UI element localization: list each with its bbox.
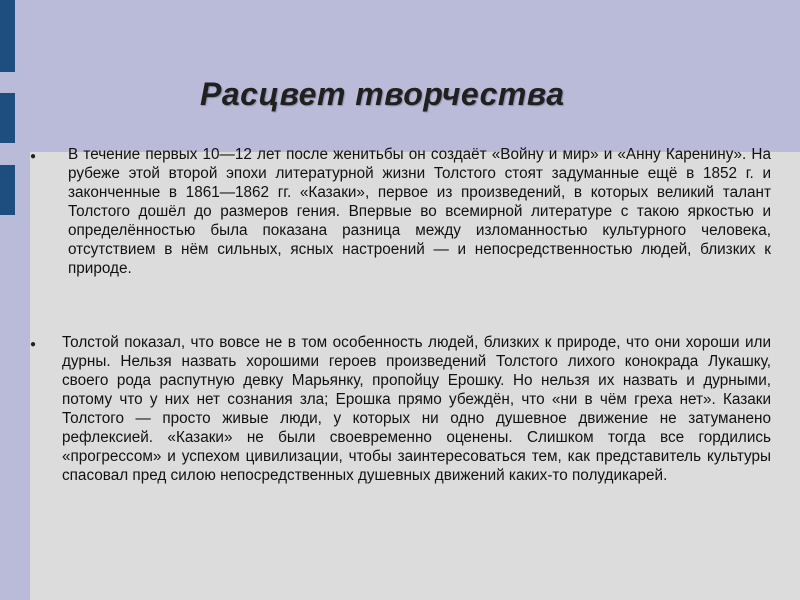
bullet-item-2 bbox=[30, 333, 771, 485]
accent-bar-middle bbox=[0, 93, 15, 143]
bullet-text: Толстой показал, что вовсе не в том особенность людей, близких к природе, что они хороши или дурны. Нельзя назвать хорошими героев произведений Толстого лихого конокрада Лукашку, своего рода распутную девку Марьянку, пропойцу Ерошку. Но нельзя их назвать и дурными, потому что у них нет сознания зла; Ерошка прямо убеждён, что «ни в чём греха нет». Казаки Толстого — просто живые люди, у которых ни одно душевное движение не затуманено рефлексией. «Казаки» не были своевременно оценены. Слишком тогда все гордились «прогрессом» и успехом цивилизации, чтобы заинтересоваться тем, как представитель культуры спасовал пред силою непосредственных душевных движений каких-то полудикарей. bbox=[62, 334, 771, 484]
bullet-marker: ● bbox=[30, 339, 37, 350]
slide-title: Расцвет творчества bbox=[200, 76, 565, 112]
accent-bar-top bbox=[0, 0, 15, 72]
bullet-text: В течение первых 10—12 лет после женитьбы он создаёт «Войну и мир» и «Анну Каренину». На рубеже этой второй эпохи литературной жизни Толстого стоят задуманные ещё в 1852 г. и законченные в 1861—1862 гг. «Казаки», первое из произведений, в которых великий талант Толстого дошёл до размеров гения. Впервые во всемирной литературе с такою яркостью и определённостью была показана разница между изломанностью культурного человека, отсутствием в нём сильных, ясных настроений — и непосредственностью людей, близких к природе. bbox=[68, 146, 771, 277]
accent-bar-bottom bbox=[0, 165, 15, 215]
bullet-marker: ● bbox=[30, 151, 37, 162]
bullet-item-1 bbox=[30, 145, 771, 278]
